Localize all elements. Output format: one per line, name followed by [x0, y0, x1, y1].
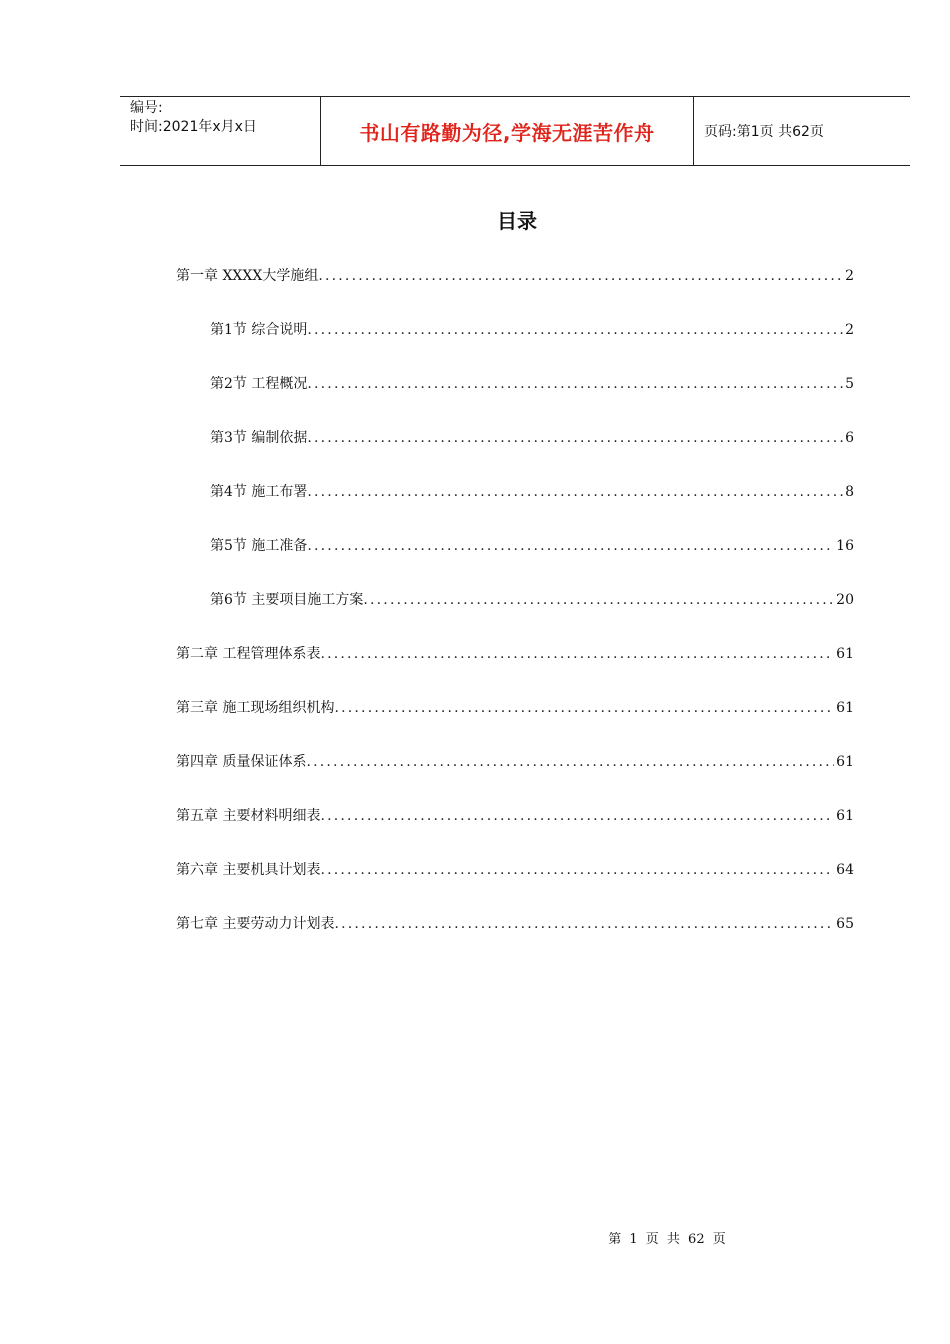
toc-entry-chapter-3[interactable] — [176, 694, 854, 748]
toc-entry-text: 第1节 综合说明 — [210, 322, 308, 338]
toc-leader-dots — [306, 748, 834, 776]
toc-leader-dots — [320, 802, 834, 830]
toc-entry-section-5[interactable] — [176, 532, 854, 586]
toc-entry-text: 第一章 XXXX大学施组 — [176, 268, 319, 284]
toc-entry-text: 第6节 主要项目施工方案 — [210, 592, 364, 608]
toc-entry-page: 61 — [836, 646, 854, 662]
toc-leader-dots — [320, 856, 834, 884]
toc-entry-text: 第六章 主要机具计划表 — [176, 862, 321, 878]
toc-entry-page: 64 — [836, 862, 854, 878]
toc-entry-section-4[interactable] — [176, 478, 854, 532]
toc-entry-chapter-5[interactable] — [176, 802, 854, 856]
toc-entry-page: 2 — [845, 322, 854, 338]
toc-entry-text: 第四章 质量保证体系 — [176, 754, 307, 770]
toc-entry-chapter-6[interactable] — [176, 856, 854, 910]
toc-leader-dots — [320, 640, 834, 668]
toc-entry-chapter-7[interactable] — [176, 910, 854, 964]
document-time-label: 时间:2021年x月x日 — [130, 119, 257, 135]
toc-entry-page: 65 — [836, 916, 854, 932]
toc-entry-text: 第2节 工程概况 — [210, 376, 308, 392]
toc-entry-page: 20 — [836, 592, 854, 608]
table-of-contents — [176, 262, 854, 964]
toc-leader-dots — [334, 694, 834, 722]
toc-leader-dots — [307, 316, 843, 344]
toc-entry-page: 8 — [845, 484, 854, 500]
toc-leader-dots — [307, 532, 834, 560]
toc-leader-dots — [307, 370, 843, 398]
toc-entry-page: 16 — [836, 538, 854, 554]
toc-leader-dots — [318, 262, 843, 290]
toc-entry-page: 2 — [845, 268, 854, 284]
header-motto: 书山有路勤为径,学海无涯苦作舟 — [321, 97, 694, 165]
document-header — [120, 96, 910, 166]
toc-entry-text: 第3节 编制依据 — [210, 430, 308, 446]
header-meta — [120, 97, 321, 165]
page-footer: 第 1 页 共 62 页 — [608, 1232, 726, 1247]
toc-entry-text: 第三章 施工现场组织机构 — [176, 700, 335, 716]
toc-entry-section-3[interactable] — [176, 424, 854, 478]
toc-leader-dots — [307, 424, 843, 452]
toc-entry-page: 61 — [836, 754, 854, 770]
toc-entry-text: 第七章 主要劳动力计划表 — [176, 916, 335, 932]
toc-entry-chapter-4[interactable] — [176, 748, 854, 802]
toc-leader-dots — [307, 478, 843, 506]
toc-entry-text: 第4节 施工布署 — [210, 484, 308, 500]
toc-leader-dots — [363, 586, 834, 614]
toc-entry-page: 61 — [836, 808, 854, 824]
toc-entry-page: 5 — [845, 376, 854, 392]
toc-entry-text: 第二章 工程管理体系表 — [176, 646, 321, 662]
toc-entry-section-1[interactable] — [176, 316, 854, 370]
toc-entry-text: 第五章 主要材料明细表 — [176, 808, 321, 824]
toc-entry-chapter-2[interactable] — [176, 640, 854, 694]
toc-entry-chapter-1[interactable] — [176, 262, 854, 316]
toc-entry-page: 6 — [845, 430, 854, 446]
toc-entry-page: 61 — [836, 700, 854, 716]
toc-entry-section-2[interactable] — [176, 370, 854, 424]
document-number-label: 编号: — [130, 100, 163, 116]
toc-entry-section-6[interactable] — [176, 586, 854, 640]
toc-leader-dots — [334, 910, 834, 938]
header-page-info: 页码:第1页 共62页 — [704, 124, 824, 140]
toc-entry-text: 第5节 施工准备 — [210, 538, 308, 554]
toc-title: 目录 — [497, 209, 537, 233]
